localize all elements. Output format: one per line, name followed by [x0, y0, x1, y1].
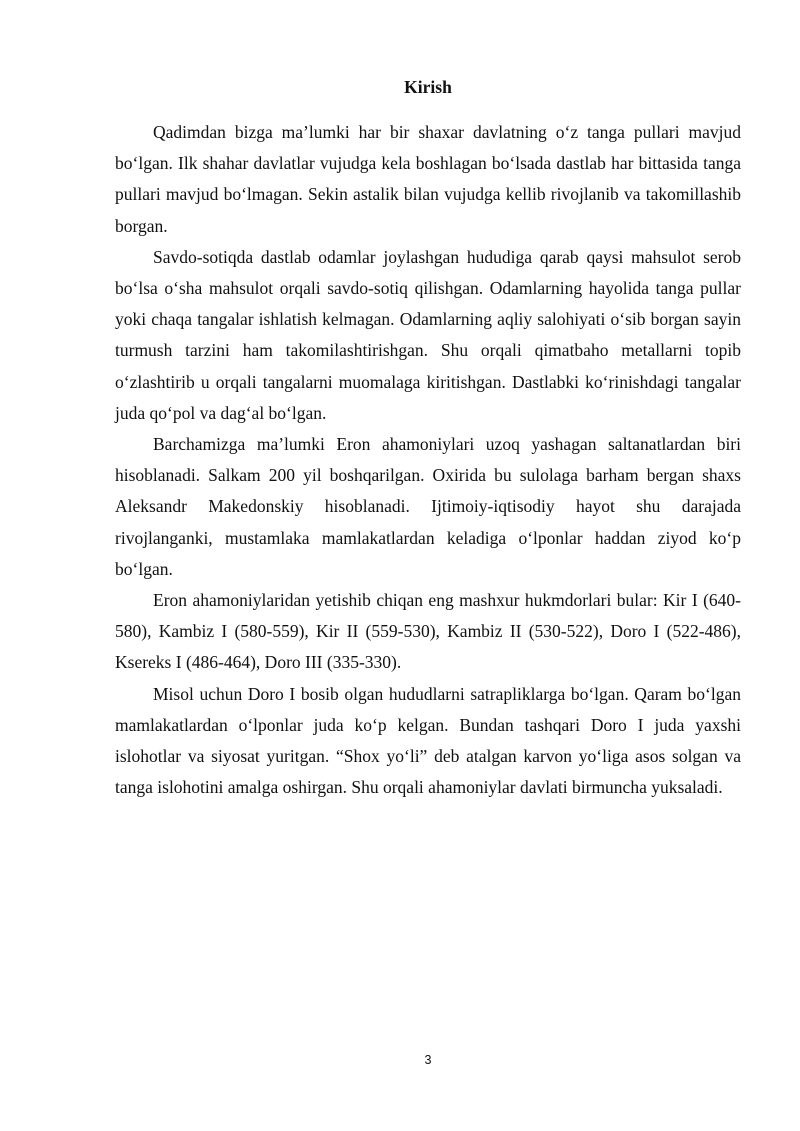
paragraph-5: Misol uchun Doro I bosib olgan hududlarni satrapliklarga bo‘lgan. Qaram bo‘lgan mamlakatlardan o‘lponlar juda ko‘p kelgan. Bundan tashqari Doro I juda yaxshi islohotlar va siyosat yuritgan. “Shox yo‘li” deb atalgan karvon yo‘liga asos solgan va tanga islohotini amalga oshirgan. Shu orqali ahamoniylar davlati birmuncha yuksaladi.	[115, 683, 741, 798]
paragraph-2: Savdo-sotiqda dastlab odamlar joylashgan hududiga qarab qaysi mahsulot serob bo‘lsa o‘sha mahsulot orqali savdo-sotiq qilishgan. Odamlarning hayolida tanga pullar yoki chaqa tangalar ishlatish kelmagan. Odamlarning aqliy salohiyati o‘sib borgan sayin turmush tarzini ham takomilashtirishgan. Shu orqali qimatbaho metallarni topib o‘zlashtirib u orqali tangalarni muomalaga kiritishgan. Dastlabki ko‘rinishdagi tangalar juda qo‘pol va dag‘al bo‘lgan.	[115, 246, 741, 423]
page-title: Kirish	[404, 77, 452, 97]
page-number: 3	[424, 1053, 432, 1067]
paragraph-1: Qadimdan bizga ma’lumki har bir shaxar davlatning o‘z tanga pullari mavjud bo‘lgan. Ilk shahar davlatlar vujudga kela boshlagan bo‘lsada dastlab har bittasida tanga pullari mavjud bo‘lmagan. Sekin astalik bilan vujudga kellib rivojlanib va takomillashib borgan.	[115, 122, 741, 236]
paragraph-3: Barchamizga ma’lumki Eron ahamoniylari uzoq yashagan saltanatlardan biri hisoblanadi. Salkam 200 yil boshqarilgan. Oxirida bu sulolaga barham bergan shaxs Aleksandr Makedonskiy hisoblanadi. Ijtimoiy-iqtisodiy hayot shu darajada rivojlanganki, mustamlaka mamlakatlardan keladiga o‘lponlar haddan ziyod ko‘p bo‘lgan.	[115, 434, 741, 579]
body-text	[115, 117, 741, 803]
paragraph-4: Eron ahamoniylaridan yetishib chiqan eng mashxur hukmdorlari bular: Kir I (640-580), Kambiz I (580-559), Kir II (559-530), Kambiz II (530-522), Doro I (522-486), Ksereks I (486-464), Doro III (335-330).	[115, 590, 741, 673]
